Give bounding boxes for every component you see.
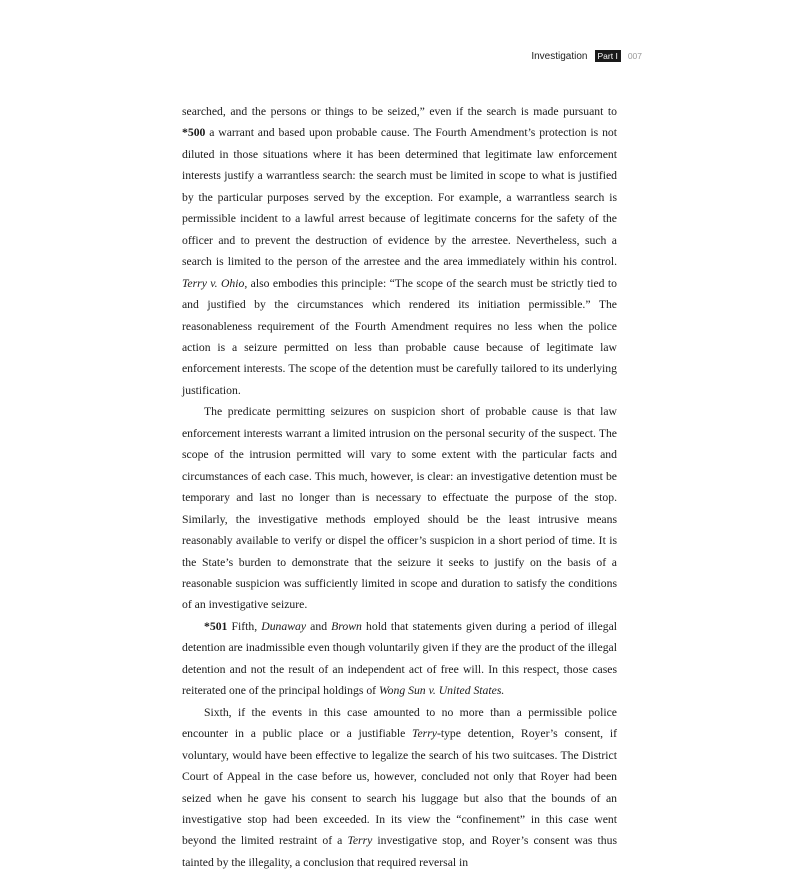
star-page-marker: *501 bbox=[204, 619, 228, 633]
header-section-title: Investigation bbox=[531, 50, 588, 62]
text-run: Sixth, if the events in this case amounted to no more than a permissible police encounter in a public place or a justifiable bbox=[182, 705, 617, 741]
paragraph bbox=[182, 702, 617, 873]
text-run: The predicate permitting seizures on suspicion short of probable cause is that law enforcement interests warrant a limited intrusion on the personal security of the suspect. The scope of the intrusion permitted will vary to some extent with the particular facts and circumstances of each case. This much, however, is clear: an investigative detention must be temporary and last no longer than is necessary to effectuate the purpose of the stop. Similarly, the investigative methods employed should be the least intrusive means reasonably available to verify or dispel the officer’s suspicion in a short period of time. It is the State’s burden to demonstrate that the seizure it seeks to justify on the basis of a reasonable suspicion was sufficiently limited in scope and duration to satisfy the conditions of an investigative seizure. bbox=[182, 405, 617, 612]
header-part-label: Part I bbox=[595, 50, 621, 62]
case-citation: Terry bbox=[347, 834, 373, 848]
paragraph bbox=[182, 401, 617, 616]
case-citation: Wong Sun v. United States. bbox=[379, 684, 505, 698]
page-number: 007 bbox=[627, 51, 642, 61]
text-run: a warrant and based upon probable cause. The Fourth Amendment’s protection is not diluted in those situations where it has been determined that legitimate law enforcement interests justify a warrantless search: the search must be limited in scope to what is justified by the particular purposes served by the exception. For example, a warrantless search is permissible incident to a lawful arrest because of legitimate concerns for the safety of the officer and to prevent the destruction of evidence by the arrestee. Nevertheless, such a search is limited to the person of the arrestee and the area immediately within his control. bbox=[182, 126, 617, 269]
running-header bbox=[531, 50, 642, 62]
case-citation: Terry bbox=[412, 727, 437, 741]
text-run: and bbox=[306, 619, 332, 633]
paragraph bbox=[182, 616, 617, 702]
case-citation: Brown bbox=[331, 619, 362, 633]
text-run: Fifth, bbox=[227, 619, 262, 633]
star-page-marker: *500 bbox=[182, 126, 206, 140]
case-citation: Terry v. Ohio bbox=[182, 276, 245, 290]
text-run: hold that statements given during a period of illegal detention are inadmissible even though voluntarily given if they are the product of the illegal detention and not the result of an independent act of free will. In this respect, those cases reiterated one of the principal holdings of bbox=[182, 619, 617, 698]
text-run: searched, and the persons or things to be seized,” even if the search is made pursuant to bbox=[182, 105, 617, 118]
body-text bbox=[182, 101, 617, 873]
text-run: investigative stop, and Royer’s consent was thus tainted by the illegality, a conclusion that required reversal in bbox=[182, 834, 617, 869]
case-citation: Dunaway bbox=[261, 619, 307, 633]
paragraph bbox=[182, 101, 617, 401]
text-run: -type detention, Royer’s consent, if voluntary, would have been effective to legalize the search of his two suitcases. The District Court of Appeal in the case before us, however, concluded not only that Royer had been seized when he gave his consent to search his luggage but also that the bounds of an investigative stop had been exceeded. In its view the “confinement” in this case went beyond the limited restraint of a bbox=[182, 727, 617, 848]
text-run: , also embodies this principle: “The scope of the search must be strictly tied to and justified by the circumstances which rendered its initiation permissible.” The reasonableness requirement of the Fourth Amendment requires no less when the police action is a seizure permitted on less than probable cause because of legitimate law enforcement interests. The scope of the detention must be carefully tailored to its underlying justification. bbox=[182, 276, 617, 397]
